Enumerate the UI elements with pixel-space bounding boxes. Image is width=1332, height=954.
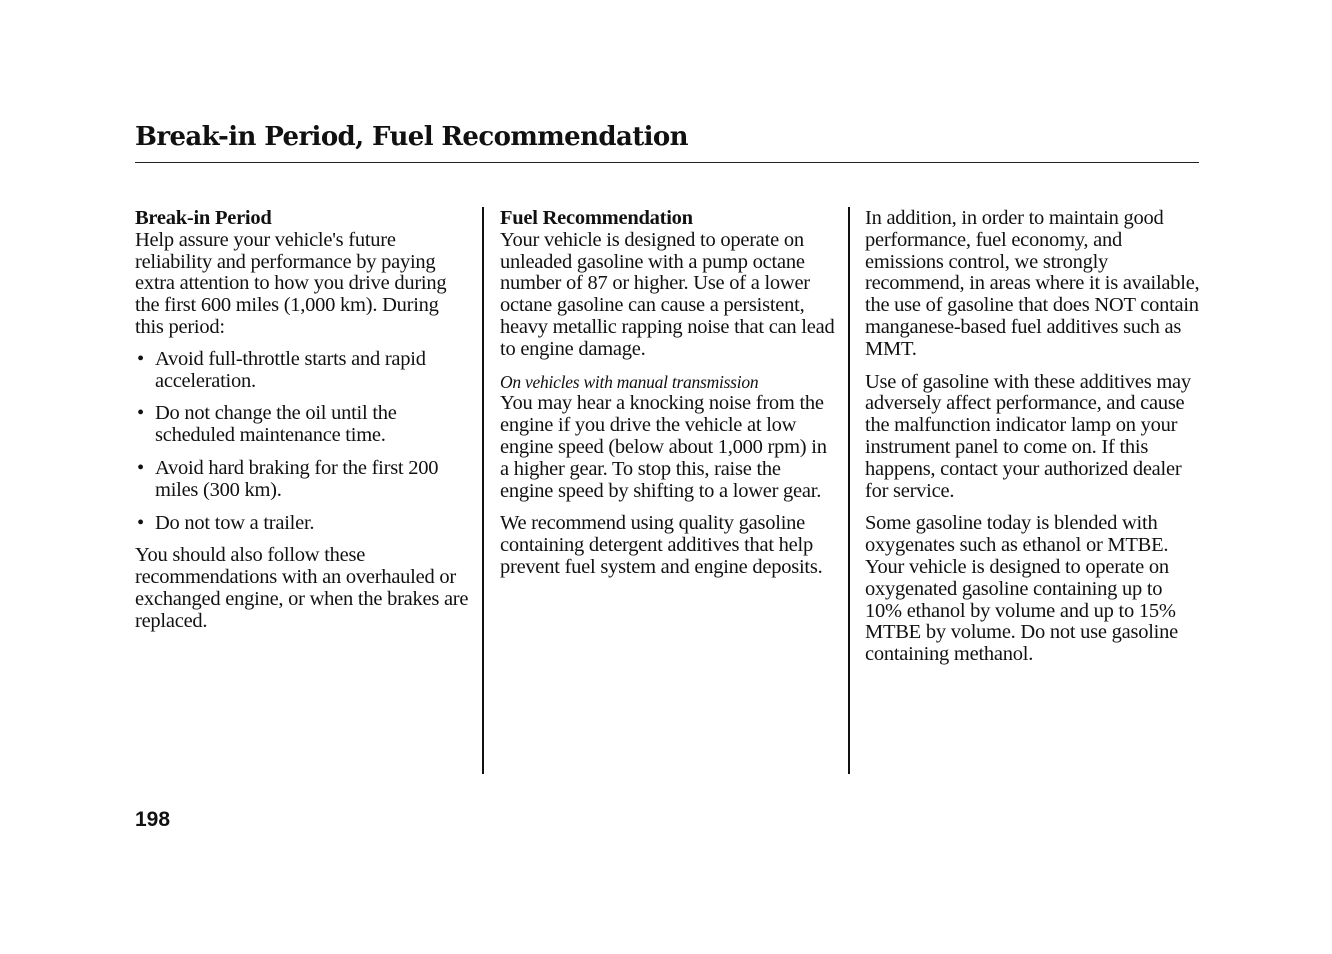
bullet-icon: • — [137, 456, 144, 479]
list-item-text: Do not change the oil until the scheduled maintenance time. — [155, 402, 397, 447]
break-in-intro: Help assure your vehicle's future reliability and performance by paying extra attention to how you drive during the first 600 miles (1,000 km). During this period: — [135, 228, 447, 338]
list-item-text: Avoid hard braking for the first 200 miles (300 km). — [155, 456, 439, 501]
list-item-text: Do not tow a trailer. — [155, 511, 315, 534]
page-number: 198 — [135, 808, 171, 831]
break-in-bullet-list — [135, 349, 471, 535]
bullet-icon: • — [137, 511, 144, 534]
column-divider — [482, 207, 484, 774]
additives-paragraph-2: Use of gasoline with these additives may adversely affect performance, and cause the malfunction indicator lamp on your instrument panel to come on. If this happens, contact your authorized dealer for service. — [865, 370, 1191, 502]
column-fuel-additives — [865, 208, 1201, 666]
page-title: Break-in Period, Fuel Recommendation — [135, 122, 688, 152]
column-fuel-recommendation — [500, 208, 836, 579]
bullet-icon: • — [137, 402, 144, 425]
additives-paragraph-3: Some gasoline today is blended with oxygenates such as ethanol or MTBE. Your vehicle is designed to operate on oxygenated gasoline containing up to 10% ethanol by volume and up to 15% MTBE by volume. Do not use gasoline containing methanol. — [865, 512, 1178, 666]
fuel-paragraph-1: Your vehicle is designed to operate on unleaded gasoline with a pump octane number of 87 or higher. Use of a lower octane gasoline can cause a persistent, heavy metallic rapping noise that can lead to engine damage. — [500, 228, 835, 360]
section-heading-break-in: Break-in Period — [135, 207, 272, 229]
manual-transmission-subheading: On vehicles with manual transmission — [500, 371, 759, 392]
fuel-paragraph-2: You may hear a knocking noise from the engine if you drive the vehicle at low engine speed (below about 1,000 rpm) in a higher gear. To stop this, raise the engine speed by shifting to a lower gear. — [500, 392, 827, 502]
list-item-text: Avoid full-throttle starts and rapid acceleration. — [155, 347, 426, 392]
section-heading-fuel: Fuel Recommendation — [500, 207, 693, 229]
list-item — [135, 458, 471, 502]
break-in-closing: You should also follow these recommendations with an overhauled or exchanged engine, or when the brakes are replaced. — [135, 544, 469, 632]
list-item — [135, 513, 471, 535]
list-item — [135, 403, 471, 447]
additives-paragraph-1: In addition, in order to maintain good performance, fuel economy, and emissions control, we strongly recommend, in areas where it is available, the use of gasoline that does NOT contain manganese-based fuel additives such as MMT. — [865, 207, 1200, 360]
fuel-paragraph-3: We recommend using quality gasoline containing detergent additives that help prevent fuel system and engine deposits. — [500, 512, 823, 578]
list-item — [135, 349, 471, 393]
column-break-in-period — [135, 208, 471, 633]
title-divider — [135, 162, 1199, 163]
bullet-icon: • — [137, 347, 144, 370]
column-divider — [848, 207, 850, 774]
